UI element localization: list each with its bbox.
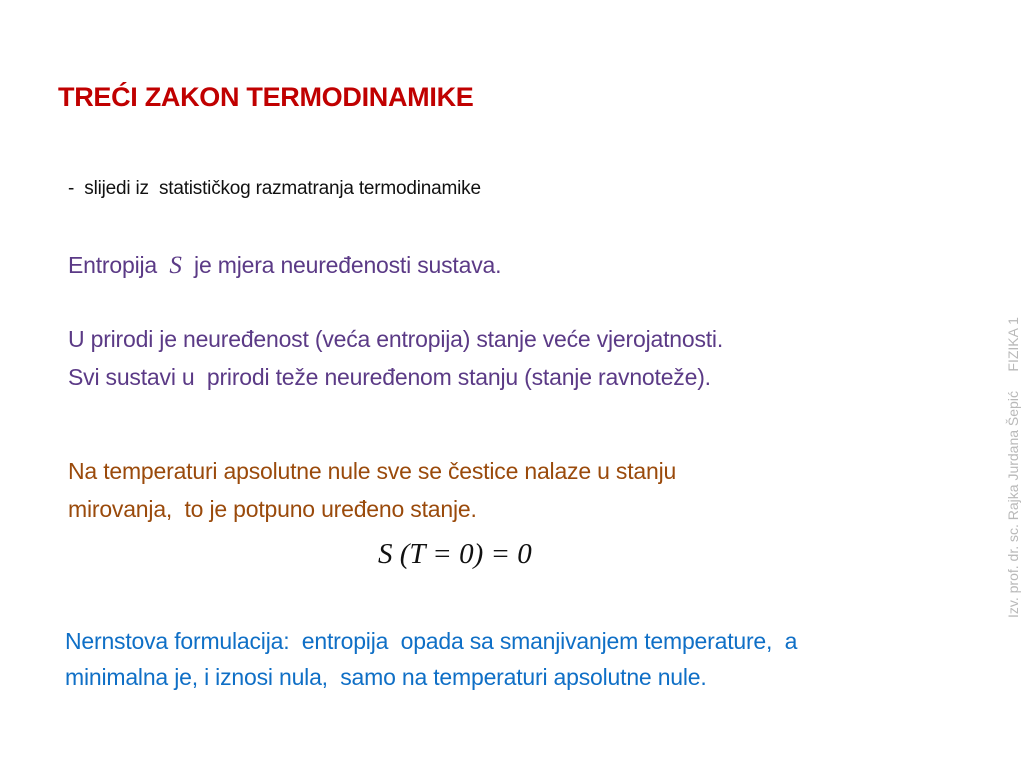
entropy-prefix: Entropija <box>68 252 170 278</box>
nernst-line-1: Nernstova formulacija: entropija opada sa smanjivanjem temperature, a <box>65 628 798 654</box>
disorder-line-2: Svi sustavi u prirodi teže neuređenom stanju (stanje ravnoteže). <box>68 364 711 390</box>
absolute-zero-line-2: mirovanja, to je potpuno uređeno stanje. <box>68 496 477 522</box>
entropy-symbol: S <box>169 252 182 279</box>
entropy-definition <box>68 252 501 280</box>
nernst-line-2: minimalna je, i iznosi nula, samo na temperaturi apsolutne nule. <box>65 664 707 690</box>
subtitle-bullet: - slijedi iz statističkog razmatranja termodinamike <box>68 178 481 199</box>
absolute-zero-line-1: Na temperaturi apsolutne nule sve se čestice nalaze u stanju <box>68 458 677 484</box>
author-sidebar-text: Izv. prof. dr. sc. Rajka Jurdana Šepić FIZIKA 1 <box>1005 317 1021 618</box>
entropy-formula: S (T = 0) = 0 <box>378 538 532 570</box>
slide-title: TREĆI ZAKON TERMODINAMIKE <box>58 82 474 112</box>
entropy-suffix: je mjera neuređenosti sustava. <box>181 252 502 278</box>
disorder-line-1: U prirodi je neuređenost (veća entropija) stanje veće vjerojatnosti. <box>68 326 724 352</box>
